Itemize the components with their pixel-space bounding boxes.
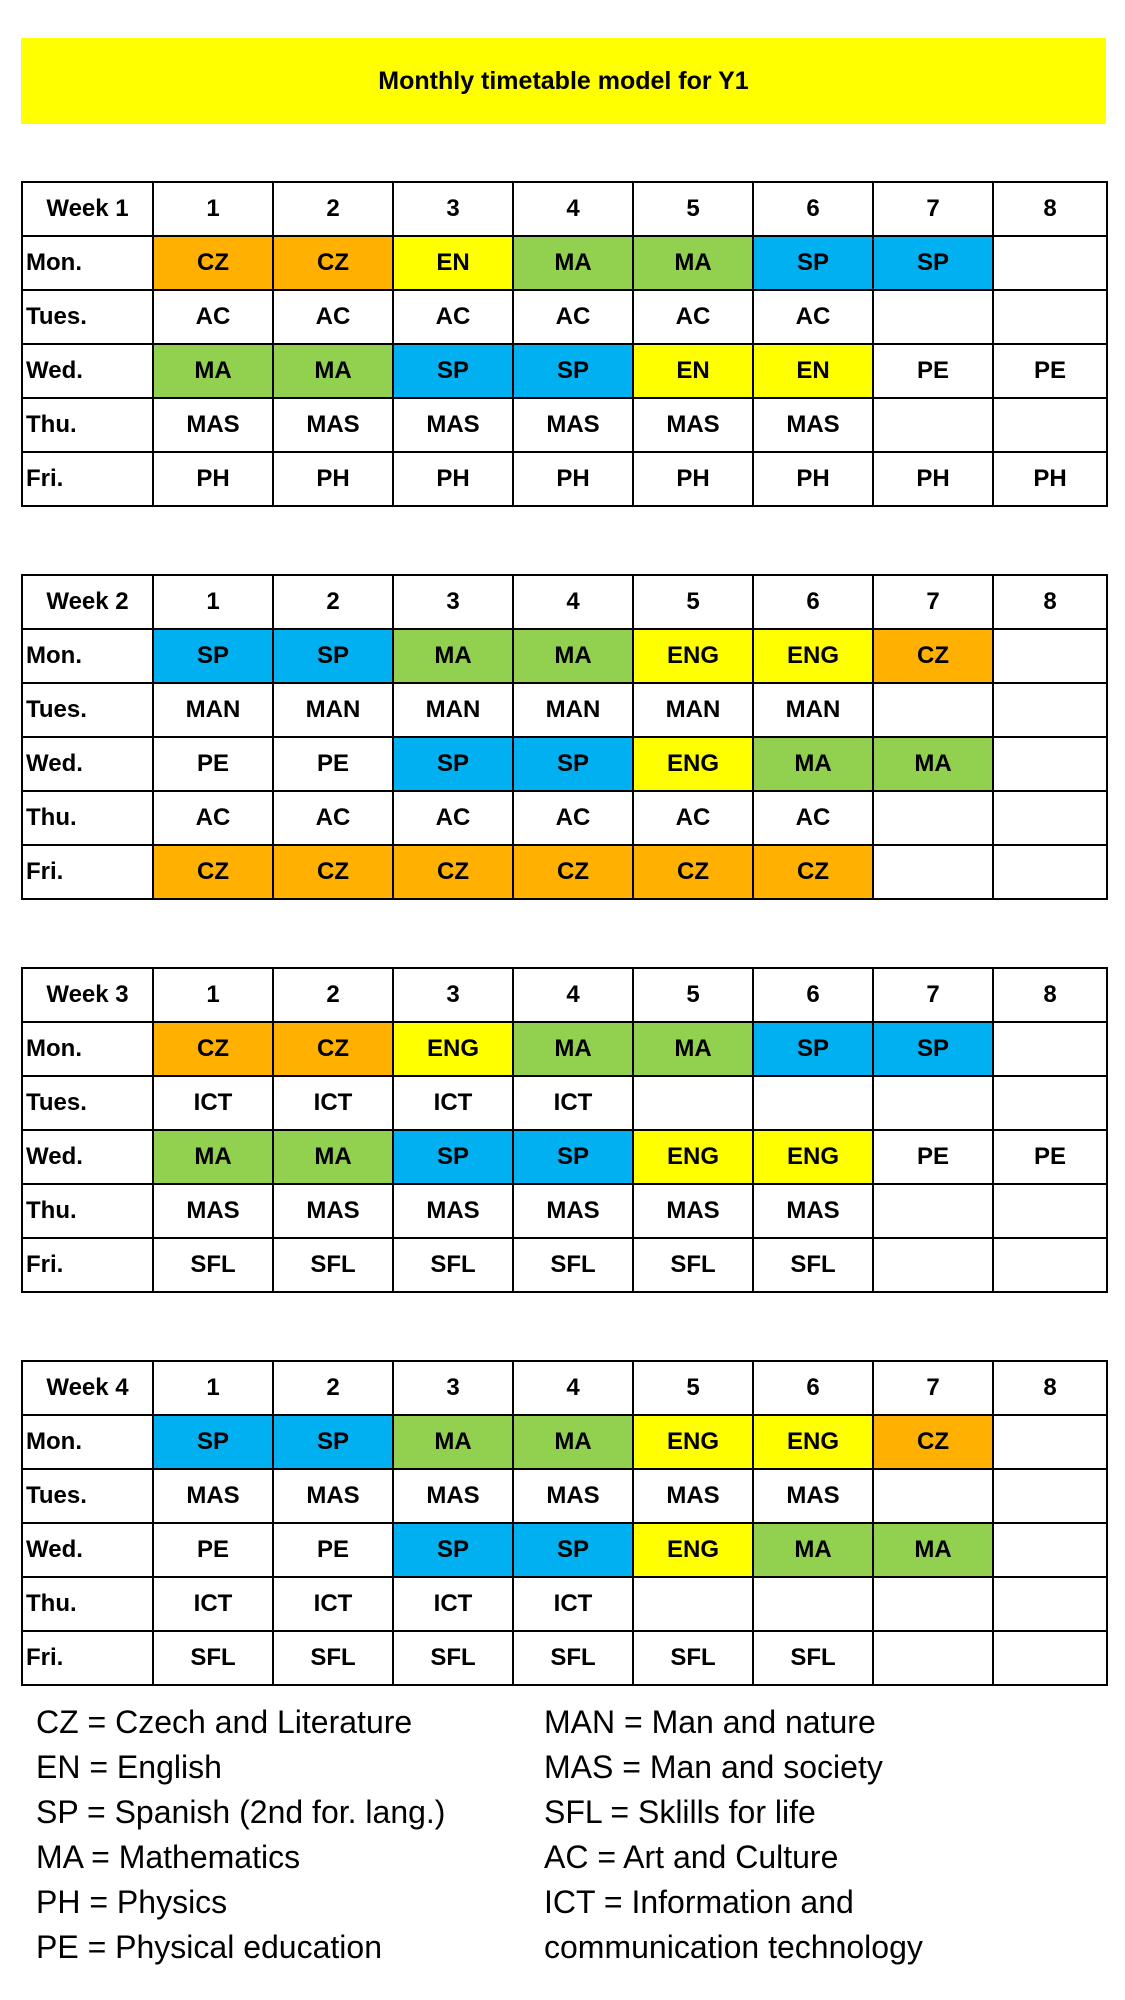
lesson-cell [993,1076,1107,1130]
lesson-cell: MAS [633,1469,753,1523]
period-number: 7 [873,1361,993,1415]
lesson-cell: SFL [753,1631,873,1685]
lesson-cell: SFL [273,1238,393,1292]
day-label: Fri. [22,452,153,506]
period-number: 3 [393,968,513,1022]
lesson-cell: PH [873,452,993,506]
lesson-cell: CZ [273,236,393,290]
lesson-cell: SP [153,629,273,683]
lesson-cell: AC [393,290,513,344]
lesson-cell [633,1076,753,1130]
lesson-cell [993,1523,1107,1577]
lesson-cell [873,791,993,845]
period-number: 1 [153,968,273,1022]
day-label: Tues. [22,683,153,737]
lesson-cell: EN [753,344,873,398]
lesson-cell [993,845,1107,899]
day-row [22,1415,1107,1469]
lesson-cell: AC [753,791,873,845]
period-number: 5 [633,575,753,629]
lesson-cell: PE [273,737,393,791]
period-number: 4 [513,575,633,629]
period-number: 8 [993,575,1107,629]
lesson-cell: AC [633,290,753,344]
day-row [22,629,1107,683]
lesson-cell: PE [273,1523,393,1577]
day-label: Wed. [22,344,153,398]
lesson-cell: MAS [153,1184,273,1238]
lesson-cell [993,1577,1107,1631]
lesson-cell: MAS [393,398,513,452]
lesson-cell: PE [993,344,1107,398]
day-row [22,1076,1107,1130]
day-row [22,791,1107,845]
day-label: Tues. [22,290,153,344]
lesson-cell: MA [393,1415,513,1469]
lesson-cell: SFL [153,1238,273,1292]
day-row [22,737,1107,791]
lesson-cell [993,791,1107,845]
day-label: Mon. [22,1022,153,1076]
lesson-cell: MAN [753,683,873,737]
legend-item: CZ = Czech and Literature [36,1704,413,1740]
day-label: Wed. [22,737,153,791]
legend-item: AC = Art and Culture [544,1839,839,1875]
period-number: 6 [753,968,873,1022]
period-header-row [22,182,1107,236]
lesson-cell [753,1577,873,1631]
lesson-cell: CZ [273,1022,393,1076]
period-number: 1 [153,1361,273,1415]
lesson-cell: ICT [153,1076,273,1130]
period-number: 5 [633,1361,753,1415]
lesson-cell: SP [153,1415,273,1469]
lesson-cell: ICT [393,1076,513,1130]
lesson-cell: SP [513,344,633,398]
day-label: Mon. [22,629,153,683]
lesson-cell: AC [393,791,513,845]
lesson-cell: SP [273,629,393,683]
lesson-cell [993,1631,1107,1685]
day-row [22,452,1107,506]
period-number: 7 [873,968,993,1022]
legend-item: communication technology [544,1929,923,1965]
day-label: Wed. [22,1523,153,1577]
lesson-cell: MA [873,737,993,791]
lesson-cell: SFL [633,1238,753,1292]
lesson-cell: ENG [393,1022,513,1076]
lesson-cell: ENG [633,1415,753,1469]
lesson-cell: MAN [393,683,513,737]
period-number: 2 [273,1361,393,1415]
lesson-cell: SFL [753,1238,873,1292]
lesson-cell: SFL [153,1631,273,1685]
lesson-cell: MA [153,1130,273,1184]
lesson-cell [993,290,1107,344]
lesson-cell: MAS [633,1184,753,1238]
legend-column-left [36,1700,445,1970]
period-number: 6 [753,182,873,236]
legend-item: MAS = Man and society [544,1749,883,1785]
period-number: 1 [153,575,273,629]
lesson-cell: MA [513,1415,633,1469]
lesson-cell: MAS [633,398,753,452]
lesson-cell: SFL [513,1238,633,1292]
period-number: 5 [633,182,753,236]
lesson-cell: CZ [873,1415,993,1469]
lesson-cell: MAS [513,398,633,452]
lesson-cell [993,1415,1107,1469]
lesson-cell: SP [513,1130,633,1184]
lesson-cell: EN [393,236,513,290]
week-label: Week 3 [22,968,153,1022]
lesson-cell: ENG [633,1130,753,1184]
lesson-cell [873,1469,993,1523]
legend-item: MAN = Man and nature [544,1704,876,1740]
lesson-cell [993,1238,1107,1292]
legend-item: ICT = Information and [544,1884,854,1920]
lesson-cell: ENG [633,629,753,683]
lesson-cell: PH [393,452,513,506]
day-row [22,683,1107,737]
lesson-cell: MAN [273,683,393,737]
lesson-cell: MAS [153,1469,273,1523]
lesson-cell: SP [873,236,993,290]
subject-legend [36,1700,1096,1990]
lesson-cell [633,1577,753,1631]
lesson-cell: ENG [753,629,873,683]
lesson-cell: MAS [513,1469,633,1523]
legend-item: SFL = Sklills for life [544,1794,816,1830]
lesson-cell: CZ [153,1022,273,1076]
lesson-cell [873,1577,993,1631]
legend-item: PE = Physical education [36,1929,382,1965]
lesson-cell: MAS [753,1469,873,1523]
day-row [22,344,1107,398]
week-2-table [21,574,1108,900]
lesson-cell: MA [153,344,273,398]
period-number: 2 [273,182,393,236]
period-number: 6 [753,575,873,629]
lesson-cell [993,236,1107,290]
day-label: Thu. [22,1184,153,1238]
lesson-cell: MA [633,1022,753,1076]
title-text: Monthly timetable model for Y1 [378,66,749,95]
lesson-cell: PH [513,452,633,506]
day-row [22,1184,1107,1238]
day-row [22,1577,1107,1631]
lesson-cell: MAS [153,398,273,452]
legend-item: SP = Spanish (2nd for. lang.) [36,1794,446,1830]
week-label: Week 1 [22,182,153,236]
lesson-cell: PE [873,1130,993,1184]
period-number: 8 [993,182,1107,236]
lesson-cell: PH [993,452,1107,506]
period-header-row [22,1361,1107,1415]
lesson-cell: SP [393,1130,513,1184]
lesson-cell: SFL [393,1238,513,1292]
day-label: Fri. [22,1631,153,1685]
lesson-cell [993,1469,1107,1523]
lesson-cell: ENG [753,1415,873,1469]
lesson-cell: MA [633,236,753,290]
lesson-cell: SP [393,737,513,791]
period-number: 7 [873,182,993,236]
lesson-cell [993,629,1107,683]
lesson-cell: MA [753,737,873,791]
lesson-cell: ICT [153,1577,273,1631]
lesson-cell: ICT [273,1076,393,1130]
lesson-cell: MA [873,1523,993,1577]
lesson-cell [873,290,993,344]
lesson-cell: MAS [393,1469,513,1523]
lesson-cell: ICT [393,1577,513,1631]
day-row [22,1130,1107,1184]
lesson-cell: ICT [513,1076,633,1130]
lesson-cell [753,1076,873,1130]
lesson-cell: MAS [513,1184,633,1238]
lesson-cell: ICT [513,1577,633,1631]
lesson-cell: PH [273,452,393,506]
lesson-cell: MAS [273,398,393,452]
day-row [22,398,1107,452]
day-label: Tues. [22,1076,153,1130]
day-label: Mon. [22,236,153,290]
lesson-cell: PH [153,452,273,506]
period-number: 7 [873,575,993,629]
lesson-cell [873,398,993,452]
lesson-cell: PE [153,737,273,791]
day-row [22,236,1107,290]
lesson-cell: MAN [633,683,753,737]
period-number: 1 [153,182,273,236]
lesson-cell: AC [633,791,753,845]
lesson-cell: MAN [153,683,273,737]
day-label: Fri. [22,845,153,899]
lesson-cell: MA [393,629,513,683]
legend-item: PH = Physics [36,1884,228,1920]
lesson-cell: CZ [753,845,873,899]
period-number: 8 [993,1361,1107,1415]
lesson-cell [873,1238,993,1292]
period-number: 6 [753,1361,873,1415]
legend-item: EN = English [36,1749,222,1785]
lesson-cell: PH [753,452,873,506]
day-label: Mon. [22,1415,153,1469]
day-row [22,1238,1107,1292]
period-number: 2 [273,968,393,1022]
day-label: Fri. [22,1238,153,1292]
lesson-cell: AC [273,290,393,344]
day-label: Thu. [22,1577,153,1631]
lesson-cell: CZ [633,845,753,899]
week-4-table [21,1360,1108,1686]
lesson-cell: MA [513,1022,633,1076]
lesson-cell: CZ [153,236,273,290]
lesson-cell: SP [753,236,873,290]
lesson-cell: SP [393,344,513,398]
lesson-cell: MAN [513,683,633,737]
lesson-cell: MAS [393,1184,513,1238]
lesson-cell: MA [753,1523,873,1577]
period-number: 4 [513,968,633,1022]
lesson-cell: MA [513,629,633,683]
lesson-cell: ENG [753,1130,873,1184]
lesson-cell: SP [273,1415,393,1469]
day-row [22,1469,1107,1523]
day-row [22,845,1107,899]
day-row [22,290,1107,344]
period-number: 3 [393,575,513,629]
lesson-cell [993,683,1107,737]
lesson-cell [993,737,1107,791]
lesson-cell: PE [873,344,993,398]
lesson-cell: AC [513,290,633,344]
lesson-cell [993,1022,1107,1076]
day-label: Thu. [22,398,153,452]
legend-column-right [544,1700,923,1970]
lesson-cell: ENG [633,1523,753,1577]
lesson-cell: AC [273,791,393,845]
lesson-cell [993,1184,1107,1238]
lesson-cell: MA [273,344,393,398]
legend-item: MA = Mathematics [36,1839,301,1875]
lesson-cell: PE [153,1523,273,1577]
day-label: Tues. [22,1469,153,1523]
lesson-cell: AC [753,290,873,344]
lesson-cell: EN [633,344,753,398]
lesson-cell: MA [273,1130,393,1184]
day-row [22,1523,1107,1577]
lesson-cell [873,1631,993,1685]
timetable-title [21,38,1106,124]
lesson-cell: AC [513,791,633,845]
week-1-table [21,181,1108,507]
lesson-cell: SFL [513,1631,633,1685]
lesson-cell: ENG [633,737,753,791]
lesson-cell: AC [153,791,273,845]
lesson-cell [873,1184,993,1238]
lesson-cell [873,1076,993,1130]
week-label: Week 2 [22,575,153,629]
week-3-table [21,967,1108,1293]
lesson-cell: CZ [153,845,273,899]
lesson-cell [873,845,993,899]
lesson-cell [873,683,993,737]
lesson-cell: SP [873,1022,993,1076]
day-label: Thu. [22,791,153,845]
period-number: 4 [513,1361,633,1415]
lesson-cell: SFL [393,1631,513,1685]
lesson-cell: MAS [753,1184,873,1238]
week-label: Week 4 [22,1361,153,1415]
period-number: 3 [393,1361,513,1415]
lesson-cell: PE [993,1130,1107,1184]
lesson-cell: SP [513,737,633,791]
period-number: 3 [393,182,513,236]
day-label: Wed. [22,1130,153,1184]
lesson-cell: MAS [273,1184,393,1238]
lesson-cell: CZ [393,845,513,899]
lesson-cell: MA [513,236,633,290]
lesson-cell: SP [393,1523,513,1577]
period-number: 2 [273,575,393,629]
lesson-cell: AC [153,290,273,344]
lesson-cell: CZ [513,845,633,899]
lesson-cell: SFL [273,1631,393,1685]
lesson-cell: SP [753,1022,873,1076]
lesson-cell: CZ [273,845,393,899]
day-row [22,1022,1107,1076]
lesson-cell: MAS [273,1469,393,1523]
period-header-row [22,968,1107,1022]
lesson-cell [993,398,1107,452]
lesson-cell: SP [513,1523,633,1577]
period-header-row [22,575,1107,629]
period-number: 8 [993,968,1107,1022]
lesson-cell: CZ [873,629,993,683]
period-number: 5 [633,968,753,1022]
lesson-cell: ICT [273,1577,393,1631]
day-row [22,1631,1107,1685]
lesson-cell: SFL [633,1631,753,1685]
period-number: 4 [513,182,633,236]
lesson-cell: PH [633,452,753,506]
lesson-cell: MAS [753,398,873,452]
